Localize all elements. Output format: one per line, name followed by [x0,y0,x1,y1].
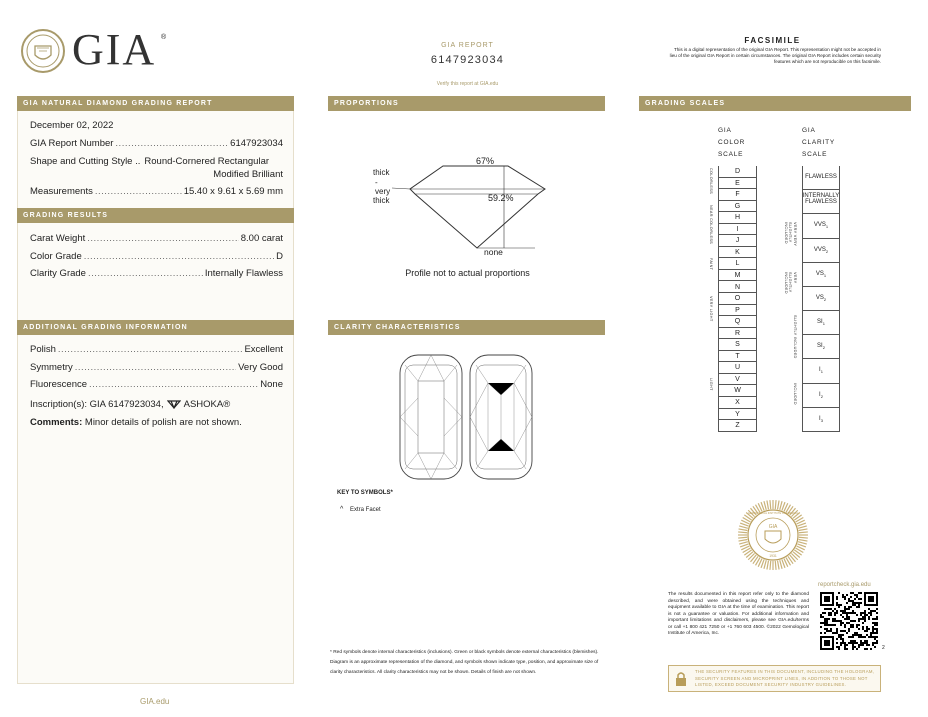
inscription-label: Inscription(s): GIA 6147923034, [30,399,164,410]
seal-year: 1931 [769,554,777,558]
clarity-grade-cell: $VVS_2$ [802,239,840,263]
color-grade-cell: W [718,385,757,397]
seal-center-text: GIA [768,524,778,530]
color-scale-header: GIA COLOR SCALE [718,127,746,158]
clarity-grade-cell: $SI_1$ [802,311,840,335]
report-date: December 02, 2022 [30,120,114,131]
color-group-colorless: COLORLESS [709,168,713,194]
measurements-row: Measurements ..... 15.40 x 9.61 x 5.69 mm [30,186,283,197]
reportcheck-link[interactable]: reportcheck.gia.edu [818,582,871,588]
clarity-grade-cell: FLAWLESS [802,166,840,190]
girdle-3: very [375,187,391,196]
color-grade-cell: E [718,178,757,190]
clarity-grade-cell: $VVS_1$ [802,214,840,238]
color-grade-cell: R [718,328,757,340]
natural-report-title: GIA NATURAL DIAMOND GRADING REPORT [17,96,294,111]
key-title: KEY TO SYMBOLS* [337,490,393,496]
color-grade-cell: O [718,293,757,305]
carat-row: Carat Weight ..... 8.00 carat [30,233,283,244]
shape-row-cont: Modified Brilliant [213,169,283,180]
logo-text: GIA [72,25,157,74]
color-grade-cell: Z [718,420,757,432]
lock-icon [674,671,688,687]
color-grade-cell: T [718,351,757,363]
clarity-title: CLARITY CHARACTERISTICS [328,320,605,335]
color-grade-cell: U [718,362,757,374]
report-number: 6147923034 [430,54,505,66]
clarity-grade-cell: $SI_2$ [802,335,840,359]
grading-results-title: GRADING RESULTS [17,208,294,223]
facsimile-title: FACSIMILE [744,36,801,45]
clarity-group-i: INCLUDED [793,383,797,405]
additional-title: ADDITIONAL GRADING INFORMATION [17,320,294,335]
girdle-2: - [375,178,378,187]
color-grade-cell: S [718,339,757,351]
proportions-note: Profile not to actual proportions [405,268,530,278]
color-grade-cell: N [718,282,757,294]
proportions-diagram [370,150,570,260]
proportions-title: PROPORTIONS [328,96,605,111]
color-grade-cell: H [718,212,757,224]
clarity-grade-cell: $I_3$ [802,408,840,432]
symmetry-row: Symmetry ..... Very Good [30,362,283,373]
comments-row [30,417,242,428]
qr-index: 2 [882,645,885,651]
clarity-grade-cell: $I_1$ [802,359,840,383]
color-group-very-light: VERY LIGHT [709,296,713,322]
clarity-grade-cell: $VS_2$ [802,287,840,311]
comments-text: Minor details of polish are not shown. [84,417,242,428]
clarity-group-vvs: VERY VERY SLIGHTLY INCLUDED [784,222,797,247]
color-grade-cell: G [718,201,757,213]
culet: none [484,247,503,257]
color-scale [718,166,757,432]
inscription-brand: ASHOKA® [183,399,231,410]
verify-link[interactable]: Verify this report at GIA.edu [436,81,499,87]
gia-seal-icon [20,28,66,74]
color-grade-cell: D [718,166,757,178]
clarity-footnote: * Red symbols denote internal characteristics (inclusions). Green or black symbols denote external characteristics (blemishes). Diagram is an approximate representation of the diamond, and symbols shown indicate type, position, and approximate size of clarity characteristics. All clarity characteristics may not be shown. Details of finish are not shown. [330,650,599,675]
key-item: Extra Facet [350,507,381,513]
report-label: GIA REPORT [441,42,494,49]
depth-percent: 59.2% [488,193,514,203]
color-grade-cell: I [718,224,757,236]
gia-seal-emblem-icon [737,499,809,571]
gia-logo [20,25,170,74]
color-grade-cell: X [718,397,757,409]
table-percent: 67% [476,156,495,166]
ashoka-logo-icon [167,400,181,409]
color-grade-cell: P [718,305,757,317]
facsimile-text: This is a digital representation of the original GIA Report. This representation might not be accepted in lieu of the original GIA Report in certain circumstances. The original GIA Report includes certain security features which are not reproducible on this facsimile. [669,47,881,64]
girdle-1: thick [373,168,390,177]
girdle-4: thick [373,196,390,205]
shape-row: Shape and Cutting Style .. Round-Cornered Rectangular [30,156,270,167]
key-symbol: ^ [340,506,344,513]
color-group-faint: FAINT [709,258,713,271]
inscription-row [30,399,230,410]
qr-code-icon[interactable] [820,592,878,650]
registered-mark: ® [161,34,167,41]
fluorescence-row: Fluorescence ..... None [30,379,283,390]
color-group-near-colorless: NEAR COLORLESS [709,205,713,245]
comments-label: Comments: [30,417,83,428]
clarity-group-si: SLIGHTLY INCLUDED [793,315,797,359]
color-grade-cell: M [718,270,757,282]
report-number-row: GIA Report Number ..... 6147923034 [30,138,283,149]
polish-row: Polish ..... Excellent [30,344,283,355]
security-box [668,665,881,692]
color-grade-cell: L [718,258,757,270]
clarity-scale [802,166,840,432]
color-grade-cell: J [718,235,757,247]
disclaimer-text: The results documented in this report refer only to the diamond described, and were obtained using the techniques and equipment available to GIA at the time of examination. This report is not a guarantee or valuation. For additional information and important limitations and disclaimers, please see GIA.edu/terms or call +1 800 421 7250 or +1 760 603 4500. ©2022 Gemological Institute of America, Inc. [668,592,809,636]
color-grade-cell: F [718,189,757,201]
clarity-row: Clarity Grade ..... Internally Flawless [30,268,283,279]
color-grade-cell: K [718,247,757,259]
clarity-scale-header: GIA CLARITY SCALE [802,127,836,158]
seal-ring-text: GEMOLOGICAL INSTITUTE OF AMERICA [748,512,798,515]
security-text: THE SECURITY FEATURES IN THIS DOCUMENT, INCLUDING THE HOLOGRAM, SECURITY SCREEN AND MICROPRINT LINES, IN ADDITION TO THOSE NOT LISTED, EXCEED DOCUMENT SECURITY INDUSTRY GUIDELINES. [695,669,875,687]
color-group-light: LIGHT [709,378,713,391]
grading-scales-title: GRADING SCALES [639,96,911,111]
color-row: Color Grade ..... D [30,251,283,262]
clarity-group-vs: VERY SLIGHTLY INCLUDED [784,272,797,294]
color-grade-cell: Y [718,409,757,421]
color-grade-cell: Q [718,316,757,328]
clarity-grade-cell: $I_2$ [802,384,840,408]
left-panel [17,96,294,684]
color-grade-cell: V [718,374,757,386]
footer-gia-link[interactable]: GIA.edu [140,697,170,706]
clarity-plot-diagram [398,353,538,481]
clarity-grade-cell: $VS_1$ [802,263,840,287]
clarity-grade-cell: INTERNALLY FLAWLESS [802,190,840,214]
